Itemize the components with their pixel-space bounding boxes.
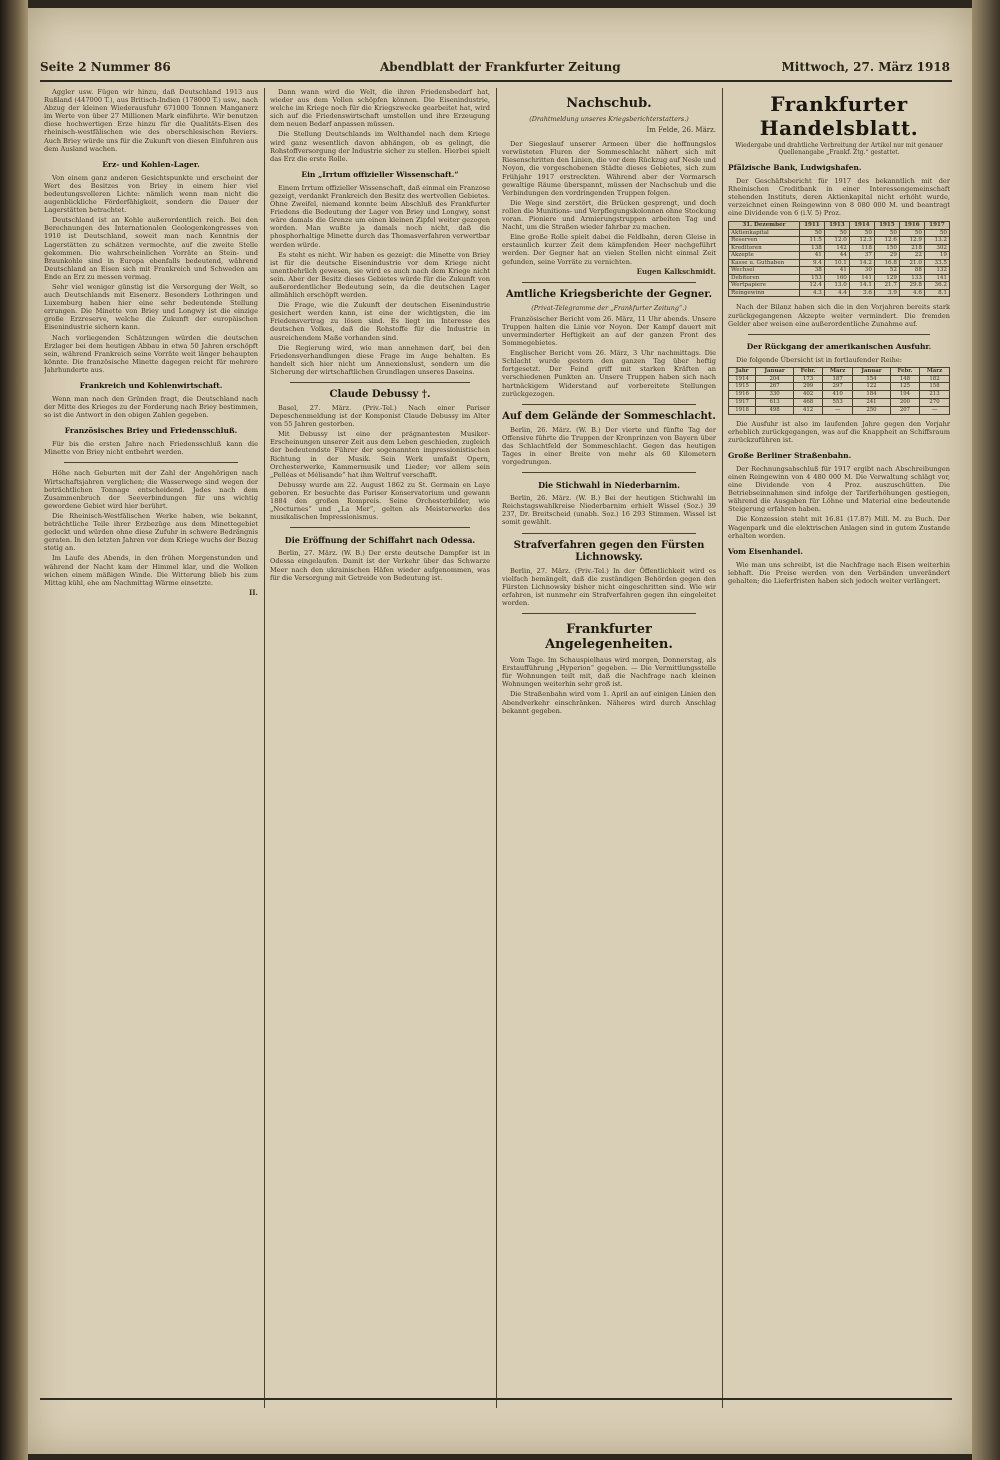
divider [522,472,696,473]
balance-table-cell: 13.0 [824,282,849,290]
divider [522,404,696,405]
export-table-header-cell: Jahr [729,367,756,375]
subheading: Vom Eisenhandel. [728,546,803,556]
balance-table-row [729,267,950,275]
paragraph: Von einem ganz anderen Gesichtspunkte und erscheint der Wert des Besitzes von Briey in einem hier viel bedeutungsvolleren Lichte: nämlich wenn man nicht die augenblickliche Förderfähigkeit, sondern die Dauer der Lagerstätten betrachtet. [44,173,258,215]
section-title-frankfurt: Frankfurter Angelegenheiten. [545,622,673,653]
balance-table-cell: 16.8 [874,259,899,267]
balance-table-cell: 50 [824,229,849,237]
balance-table-cell: Aktienkapital [729,229,800,237]
export-table-cell: 297 [823,383,853,391]
export-table-cell: 410 [823,391,853,399]
export-table-cell: 154 [853,375,891,383]
balance-table-row [729,289,950,297]
author-signature: Eugen Kalkschmidt. [636,266,716,276]
balance-table-cell: 14.1 [849,282,874,290]
column-rule [496,88,497,1408]
balance-table-cell: 133 [899,274,924,282]
paragraph: Die Straßenbahn wird vom 1. April an auf einigen Linien den Abendverkehr einschränken. Näheres wird durch Anschlag bekannt gegeben. [502,690,716,715]
balance-table-cell: 41 [824,267,849,275]
balance-table-cell: 9.4 [799,259,824,267]
balance-table-cell: Kreditoren [729,244,800,252]
article-title-sommeschlacht: Auf dem Gelände der Sommeschlacht. [502,410,716,422]
export-table-cell: 194 [890,391,919,399]
subheading: Große Berliner Straßenbahn. [728,450,852,460]
balance-table-cell: 36.2 [924,282,949,290]
signature: II. [249,587,258,597]
column-rule [722,88,723,1408]
balance-table-cell: Reserven [729,237,800,245]
balance-table-row [729,244,950,252]
paragraph: Eine große Rolle spielt dabei die Feldbahn, deren Gleise in erstaunlich kurzer Zeit dem kämpfenden Heer nachgeführt werden. Der Gegner hat an vielen Stellen nicht einmal Zeit gefunden, seine Vorräte zu vernichten. [502,233,716,266]
balance-table-cell: 12.6 [874,237,899,245]
handelsblatt-masthead: Frankfurter Handelsblatt. [759,92,919,140]
export-table-cell: 200 [890,399,919,407]
export-table-header-cell: Febr. [793,367,822,375]
balance-table-cell: Akzepte [729,252,800,260]
balance-table-header-cell: 1911 [799,222,824,230]
subheading: Ein „Irrtum offizieller Wissenschaft.“ [301,169,459,179]
export-table-cell: 182 [920,375,950,383]
paragraph: Französischer Bericht vom 26. März, 11 Uhr abends. Unsere Truppen halten die Linie vor Noyon. Der Kampf dauert mit unverminderter Heftigkeit an auf der ganzen Front des Sommegebietes. [502,314,716,348]
article-title-nachschub: Nachschub. [566,96,652,111]
paragraph: Die Regierung wird, wie man annehmen darf, bei den Friedensverhandlungen diese Frage im Auge behalten. Es handelt sich hier nicht um Annexionslust, sondern um die Sicherung der wirtschaftlichen Grundlagen unseres Daseins. [270,343,490,376]
divider [290,382,470,383]
balance-table-cell: 10.1 [824,259,849,267]
paragraph: Nach vorliegenden Schätzungen würden die deutschen Erzlager bei dem heutigen Abbau in etwa 50 Jahren erschöpft sein, während Frankreich seine Vorräte weit länger behaupten könnte. Die französische Minette dagegen reicht für mehrere Jahrhunderte aus. [44,333,258,374]
paragraph: Wie man uns schreibt, ist die Nachfrage nach Eisen weiterhin lebhaft. Die Preise werden von den Verbänden unverändert gehalten; die Lieferfristen haben sich jedoch weiter verlängert. [728,560,950,585]
subheading: Frankreich und Kohlenwirtschaft. [79,381,223,390]
dateline: Im Felde, 26. März. [646,126,716,135]
export-table-cell: 1918 [729,406,756,414]
export-table-cell: 1914 [729,375,756,383]
export-table-cell: 1917 [729,399,756,407]
article-title-kriegsberichte: Amtliche Kriegsberichte der Gegner. [505,288,713,300]
balance-table-cell: Wertpapiere [729,282,800,290]
balance-table-cell: 142 [824,244,849,252]
export-table-header-cell: Januar [853,367,891,375]
export-table-header-cell: Januar [756,367,794,375]
export-table-cell: 213 [920,391,950,399]
balance-table-header-cell: 1916 [899,222,924,230]
paragraph: Einem Irrtum offizieller Wissenschaft, daß einmal ein Franzose gezeigt, verdankt Frankreich den Besitz des wertvollen Gebietes. Ohne Zweifel, niemand konnte beim Abschluß des Frankfurter Friedens die Bedeutung der Lager von Briey und Longwy, sonst wäre damals die Grenze um einen kleinen Zipfel weiter gezogen worden. Man wußte ja damals noch nicht, daß die phosphorhaltige Minette durch das Thomasverfahren verwertbar werden würde. [270,183,490,249]
export-table-cell: 187 [823,375,853,383]
divider [522,613,696,614]
balance-table-cell: 12.4 [799,282,824,290]
paragraph: Berlin, 27. März. (W. B.) Der erste deutsche Dampfer ist in Odessa eingelaufen. Damit ist der Verkehr über das Schwarze Meer nach den ukrainischen Häfen wieder aufgenommen, was für die Versorgung mit Getreide von Bedeutung ist. [270,549,490,582]
export-table-cell: 204 [756,375,794,383]
balance-table-cell: 12.9 [899,237,924,245]
export-table-cell: 299 [793,383,822,391]
subheading: Pfälzische Bank, Ludwigshafen. [728,163,862,172]
balance-table-cell: 141 [849,274,874,282]
balance-table-cell: 218 [899,244,924,252]
paragraph: Berlin, 27. März. (Priv.-Tel.) In der Öffentlichkeit wird es vielfach bemängelt, daß die zuständigen Behörden gegen den Fürsten Lichnowsky bisher nicht eingeschritten sind. Wie wir erfahren, ist nunmehr ein Strafverfahren gegen ihn eingeleitet worden. [502,566,716,607]
balance-table-cell: 4.6 [899,289,924,297]
export-table-row [729,391,950,399]
paragraph: Englischer Bericht vom 26. März, 3 Uhr nachmittags. Die Schlacht wurde gestern den ganzen Tag über heftig fortgesetzt. Der Feind griff mit starken Kräften an verschiedenen Punkten an. Unsere Truppen haben sich nach hartnäckigem Widerstand auf vorbereitete Stellungen zurückgezogen. [502,349,716,398]
paragraph: Die folgende Übersicht ist in fortlaufender Reihe: [736,355,903,364]
export-table-header-cell: Febr. [890,367,919,375]
balance-table-cell: Wechsel [729,267,800,275]
page-edge [972,0,1000,1460]
newspaper-name: Abendblatt der Frankfurter Zeitung [380,60,621,74]
paragraph: Für bis die ersten Jahre nach Friedensschluß kann die Minette von Briey nicht entbehrt werden. [44,440,258,457]
column-3 [502,88,716,1398]
export-table-cell: 613 [756,399,794,407]
balance-table-row [729,282,950,290]
paragraph: Der Siegeslauf unserer Armeen über die hoffnungslos verwüsteten Fluren der Sommeschlacht nähert sich mit Riesenschritten den Linien, die vor dem Rückzug auf Nesle und Noyon, die vorgeschobenen Städte dieses Gebietes, sich zum Frühjahr 1917 erstreckten. Während aber der Vormarsch gewaltige Räume überspannt, müssen der Nachschub und die Verbindungen den vordringenden Truppen folgen. [502,140,716,197]
balance-table-cell: 302 [924,244,949,252]
export-table-cell: 241 [853,399,891,407]
page-number: Seite 2 Nummer 86 [40,60,171,74]
balance-table-cell: 153 [799,274,824,282]
balance-table-cell: 50 [874,229,899,237]
export-table-cell: 207 [890,406,919,414]
balance-table-header-cell: 1914 [849,222,874,230]
balance-table-cell: 3.9 [874,289,899,297]
byline-note: (Drahtmeldung unseres Kriegsberichterstatters.) [529,115,689,123]
divider [522,282,696,283]
balance-table-cell: 21.0 [899,259,924,267]
paragraph: Die Wege sind zerstört, die Brücken gesprengt, und doch rollen die Munitions- und Verpflegungskolonnen ohne Stockung voran. Pioniere und Armierungstruppen arbeiten Tag und Nacht, um die Straßen wieder fahrbar zu machen. [502,198,716,232]
export-table-cell: 184 [853,391,891,399]
balance-table-cell: 129 [874,274,899,282]
balance-table-cell: 13.2 [924,237,949,245]
balance-table-row [729,229,950,237]
balance-table-cell: 11.5 [799,237,824,245]
export-table-cell: 158 [920,383,950,391]
balance-table-cell: 29.8 [899,282,924,290]
export-table-cell: 402 [793,391,822,399]
divider [290,527,470,528]
balance-table-cell: Kasse u. Guthaben [729,259,800,267]
export-table-row [729,399,950,407]
balance-table-cell: 50 [924,229,949,237]
export-table-cell: 270 [920,399,950,407]
export-table-cell: 330 [756,391,794,399]
paragraph: Berlin, 26. März. (W. B.) Bei der heutigen Stichwahl im Reichstagswahlkreise Niederbarnim erhielt Wissel (Soz.) 39 237, Dr. Breitscheid (unabh. Soz.) 16 293 Stimmen. Wissel ist somit gewählt. [502,494,716,527]
balance-table-cell: 50 [849,229,874,237]
balance-table-cell: 37 [849,252,874,260]
paragraph: Der Geschäftsbericht für 1917 des bekanntlich mit der Rheinischen Creditbank in einer Interessengemeinschaft stehenden Instituts, deren Aktienkapital nicht erhöht wurde, verzeichnet einen Reingewinn von 8 080 000 M. und beantragt eine Dividende von 6 (i.V. 5) Proz. [728,177,950,218]
article-title-debussy: Claude Debussy †. [329,389,431,400]
export-table-row [729,383,950,391]
paragraph: Im Laufe des Abends, in den frühen Morgenstunden und während der Nacht kam der Himmel klar, und die Wolken wichen einem mäßigen Winde. Die Witterung blieb bis zum Mittag kühl, ehe am Nachmittag Wärme einsetzte. [44,554,258,587]
balance-table-cell: 4.4 [824,289,849,297]
balance-table-header-cell: 31. Dezember [729,222,800,230]
balance-table-cell: 12.3 [849,237,874,245]
issue-date: Mittwoch, 27. März 1918 [781,60,950,74]
balance-table-row [729,237,950,245]
balance-table-cell: 41 [799,252,824,260]
balance-table-cell: 50 [899,229,924,237]
export-table-cell: — [920,406,950,414]
column-2 [270,88,490,1398]
balance-table-header-cell: 1915 [874,222,899,230]
paragraph: Deutschland ist an Kohle außerordentlich reich. Bei den Berechnungen des Internationalen Geologenkongresses von 1910 ist Deutschland, soweit man nach Kenntnis der Lagerstätten zu schätzen vermochte, auf die zweite Stelle gekommen. Die wahrscheinlichen Vorräte an Stein- und Braunkohle sind in Europa ebenfalls bedeutend, während Deutschland an Eisen sich mit Frankreich und Schweden am Ende an Erz zu messen vermag. [44,216,258,281]
export-table-cell: 1916 [729,391,756,399]
balance-table-cell: 132 [924,267,949,275]
paragraph: Vom Tage. Im Schauspielhaus wird morgen, Donnerstag, als Erstaufführung „Hyperion“ gegeben. — Die Vermittlungsstelle für Wohnungen teilt mit, daß die Nachfrage nach kleinen Wohnungen weiterhin sehr groß ist. [502,656,716,689]
balance-table-row [729,252,950,260]
balance-table-cell: 29 [874,252,899,260]
subheading: Französisches Briey und Friedensschluß. [64,426,238,436]
export-table-header-cell: März [920,367,950,375]
bottom-rule [40,1398,952,1400]
divider [64,462,238,463]
paragraph: Aggler usw. Fügen wir hinzu, daß Deutschland 1913 aus Rußland (447000 T.), aus Britisch-Indien (178000 T.) usw., nach Abzug der kleinen Wiederausfuhr 671000 Tonnen Manganerz im Werte von über 27 Millionen Mark einführte. Wir benutzen diese hochwertigen Erze hinzu für die Qualitäts-Eisen des rheinisch-westfälischen wie des oberschlesischen Reviers. Auch Briey würde uns für die Zukunft von diesen Einfuhren aus dem Ausland wachen. [44,88,258,153]
balance-table-cell: 8.1 [924,289,949,297]
paragraph: Die Frage, wie die Zukunft der deutschen Eisenindustrie gesichert werden kann, ist eine der wichtigsten, die im Friedensvertrag zu lösen sind. Es liegt im Interesse des deutschen Volkes, daß die Rohstoffe für die Industrie in ausreichendem Maße vorhanden sind. [270,301,490,342]
balance-table-cell: 138 [799,244,824,252]
running-header [40,60,950,82]
paragraph: Höhe nach Geburten mit der Zahl der Angehörigen nach Wirtschaftsjahren verglichen; die Wasserwege sind wegen der beträchtlichen Tonnage entscheidend. Jedes nach dem Zusammenbruch der Seeverbindungen für uns wichtig gewordene Gebiet wird hier berührt. [44,469,258,510]
export-table-cell: 553 [823,399,853,407]
balance-table-cell: 160 [824,274,849,282]
balance-table-cell: 21.7 [874,282,899,290]
balance-table-cell: 30 [849,267,874,275]
export-table-row [729,375,950,383]
balance-table [728,221,950,297]
export-table-cell: 267 [756,383,794,391]
paragraph: Wenn man nach den Gründen fragt, die Deutschland nach der Mitte des Krieges zu der Forderung nach Briey bestimmen, so ist die Antwort in den obigen Zahlen gegeben. [44,395,258,420]
divider [748,334,930,335]
paragraph: Die Stellung Deutschlands im Welthandel nach dem Kriege wird ganz wesentlich davon abhängen, ob es gelingt, die Rohstoffversorgung der Industrie sicher zu stellen. Hierbei spielt das Erz die erste Rolle. [270,130,490,163]
export-table-cell: 412 [793,406,822,414]
export-table-cell: 125 [890,383,919,391]
subheading: Der Rückgang der amerikanischen Ausfuhr. [746,341,932,351]
paragraph: Es steht es nicht. Wir haben es gezeigt: die Minette von Briey ist für die deutsche Eisenindustrie vor dem Kriege nicht unentbehrlich gewesen, sie wird es auch nach dem Kriege nicht sein. Aber der Besitz dieses Gebietes würde für die Zukunft von außerordentlicher Bedeutung sein, da die deutschen Lager allmählich erschöpft werden. [270,250,490,300]
balance-table-cell: 50 [799,229,824,237]
balance-table-row [729,259,950,267]
export-table-cell: 1915 [729,383,756,391]
balance-table-cell: 150 [874,244,899,252]
balance-table-header-cell: 1913 [824,222,849,230]
balance-table-cell: 12.0 [824,237,849,245]
export-table [728,367,950,415]
paragraph: Die Ausfuhr ist also im laufenden Jahre gegen den Vorjahr erheblich zurückgegangen, was auf die Knappheit an Schiffsraum zurückzuführen ist. [728,419,950,444]
article-title-odessa: Die Eröffnung der Schiffahrt nach Odessa. [284,535,476,546]
article-title-stichwahl: Die Stichwahl in Niederbarnim. [538,480,680,491]
divider [522,533,696,534]
balance-table-cell: 38 [799,267,824,275]
export-table-row [729,406,950,414]
balance-table-header-cell: 1917 [924,222,949,230]
export-table-cell: 122 [853,383,891,391]
export-table-cell: 250 [853,406,891,414]
balance-table-cell: 141 [924,274,949,282]
balance-table-cell: 4.3 [799,289,824,297]
header-rule [40,80,952,82]
balance-table-row [729,274,950,282]
balance-table-cell: 33.5 [924,259,949,267]
article-title-lichnowsky: Strafverfahren gegen den Fürsten Lichnowsky. [513,539,705,563]
balance-table-cell: 22 [899,252,924,260]
paragraph: Debussy wurde am 22. August 1862 zu St. Germain en Laye geboren. Er besuchte das Pariser Konservatorium und gewann 1884 den großen Rompreis. Seine Orchesterbilder, wie „Nocturnes“ und „La Mer“, gelten als Meisterwerke des musikalischen Impressionismus. [270,480,490,522]
export-table-cell: 173 [793,375,822,383]
paragraph: Der Rechnungsabschluß für 1917 ergibt nach Abschreibungen einen Reingewinn von 4 480 000 M. Die Verwaltung schlägt vor, eine Dividende von 4 Proz. auszuschütten. Die Betriebseinnahmen sind infolge der Tariferhöhungen gestiegen, während die Ausgaben für Löhne und Material eine bedeutende Steigerung erfahren haben. [728,464,950,514]
balance-table-cell: 19 [924,252,949,260]
paragraph: Nach der Bilanz haben sich die in den Vorjahren bereits stark zurückgegangenen Akzepte weiter vermindert. Die fremden Gelder aber weisen eine außerordentliche Zunahme auf. [728,303,950,328]
balance-table-cell: Debitoren [729,274,800,282]
balance-table-cell: 88 [899,267,924,275]
subheading: Erz- und Kohlen-Lager. [102,159,200,169]
paragraph: Dann wann wird die Welt, die ihren Friedensbedarf hat, wieder aus dem Vollen schöpfen können. Die Eisenindustrie, welche im Kriege noch für die Kriegszwecke gearbeitet hat, wird sich auf die Friedenswirtschaft umstellen und ihre Erzeugung dem neuen Bedarf anpassen müssen. [270,88,490,129]
balance-table-cell: 44 [824,252,849,260]
column-4 [728,88,950,1398]
export-table-cell: — [823,406,853,414]
balance-table-cell: Reingewinn [729,289,800,297]
byline-note: (Privat-Telegramme der „Frankfurter Zeitung“.) [531,303,687,312]
masthead-note: Wiedergabe und drahtliche Verbreitung der Artikel nur mit genauer Quellenangabe „Frankf. Ztg.“ gestattet. [735,142,943,156]
paragraph: Die Rheinisch-Westfälischen Werke haben, wie bekannt, beträchtliche Teile ihrer Erzbezüge aus dem Minettegebiet gedeckt und würden ohne diese Zufuhr in schwere Bedrängnis geraten. In den letzten Jahren vor dem Kriege wuchs der Bezug stetig an. [44,511,258,553]
column-rule [264,88,265,1408]
book-binding [0,0,28,1460]
paragraph: Die Konzession steht mit 16.81 (17.87) Mill. M. zu Buch. Der Wagenpark und die elektrischen Anlagen sind in gutem Zustande erhalten worden. [728,515,950,540]
paragraph: Sehr viel weniger günstig ist die Versorgung der Welt, so auch Deutschlands mit Eisenerz. Besonders Lothringen und Luxemburg haben hier eine sehr bedeutende Stellung errungen. Die Minette von Briey und Longwy ist die einzige große Erzreserve, welche die Zukunft der europäischen Eisenindustrie sichern kann. [44,282,258,332]
export-table-header-cell: März [823,367,853,375]
paragraph: Mit Debussy ist eine der prägnantesten Musiker-Erscheinungen unserer Zeit aus dem Leben geschieden, zugleich der bedeutendste Führer der sogenannten impressionistischen Richtung in der Musik. Sein Werk umfaßt Opern, Orchesterwerke, Kammermusik und Lieder; vor allem sein „Pelléas et Mélisande“ hat ihm Weltruf verschafft. [270,430,490,479]
balance-table-cell: 52 [874,267,899,275]
export-table-cell: 468 [793,399,822,407]
balance-table-cell: 14.2 [849,259,874,267]
export-table-cell: 498 [756,406,794,414]
column-1 [44,88,258,1398]
paragraph: Basel, 27. März. (Priv.-Tel.) Nach einer Pariser Depeschenmeldung ist der Komponist Claude Debussy im Alter von 55 Jahren gestorben. [270,404,490,429]
export-table-cell: 148 [890,375,919,383]
balance-table-cell: 3.6 [849,289,874,297]
balance-table-cell: 118 [849,244,874,252]
paragraph: Berlin, 26. März. (W. B.) Der vierte und fünfte Tag der Offensive führte die Truppen der Kronprinzen von Bayern über das Schlachtfeld der Sommeschlacht. Gegen das heutigen Tages in einer Breite von mehr als 60 Kilometern vorgedrungen. [502,425,716,467]
